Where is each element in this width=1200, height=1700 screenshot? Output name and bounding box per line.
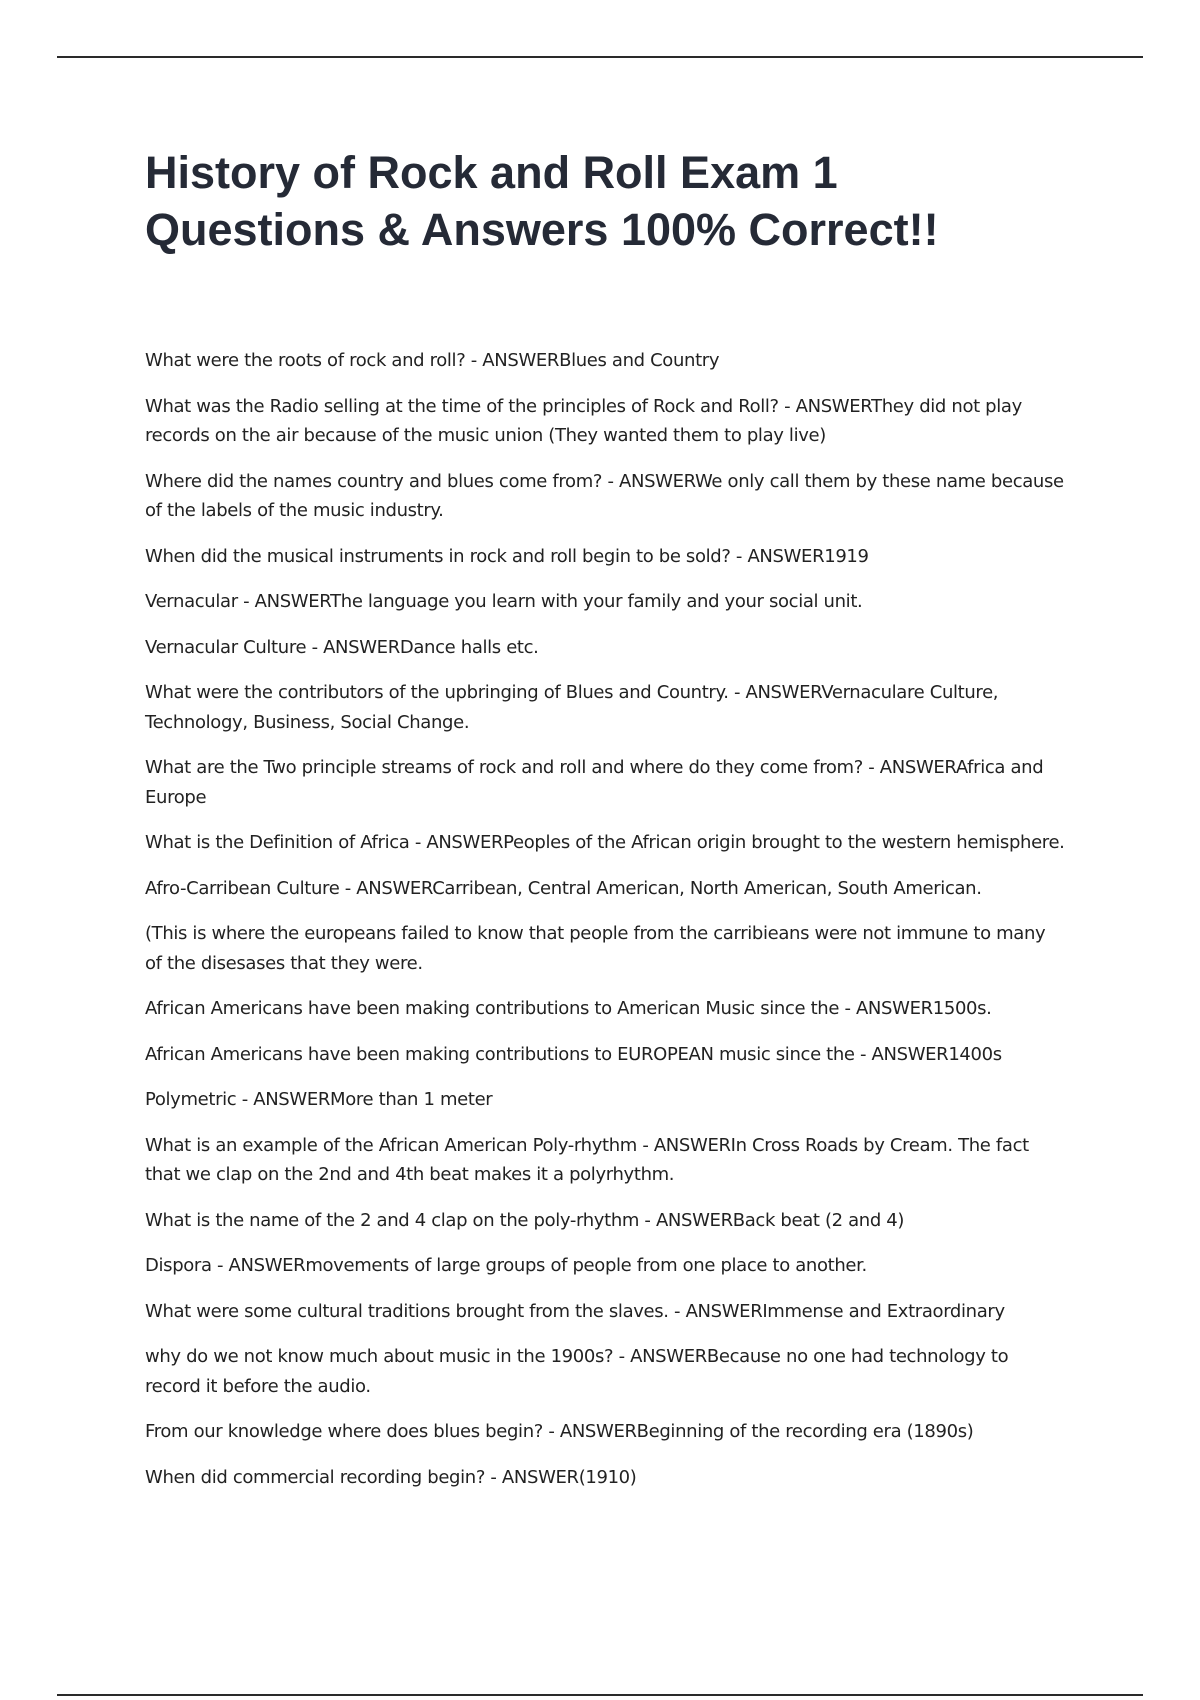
qa-item: Where did the names country and blues come from? - ANSWERWe only call them by these name because of the labels of the music industry. [145,470,1064,521]
qa-item: African Americans have been making contributions to American Music since the - ANSWER1500s. [145,998,992,1019]
qa-item: Vernacular - ANSWERThe language you learn with your family and your social unit. [145,591,863,612]
title-line-1: History of Rock and Roll Exam 1 [145,147,838,198]
qa-item: What were the roots of rock and roll? - ANSWERBlues and Country [145,350,720,371]
top-divider [57,56,1143,58]
qa-item: What were some cultural traditions brought from the slaves. - ANSWERImmense and Extraordinary [145,1300,1005,1322]
qa-item: (This is where the europeans failed to know that people from the carribieans were not immune to many of the disesases that they were. [145,923,1046,974]
qa-item: When did the musical instruments in rock and roll begin to be sold? - ANSWER1919 [145,545,869,567]
document-title [145,144,1105,258]
qa-list [145,346,1065,1508]
qa-item: why do we not know much about music in the 1900s? - ANSWERBecause no one had technology to record it before the audio. [145,1346,1009,1397]
qa-item: Polymetric - ANSWERMore than 1 meter [145,1089,493,1110]
qa-item: What is an example of the African American Poly-rhythm - ANSWERIn Cross Roads by Cream. The fact that we clap on the 2nd and 4th beat makes it a polyrhythm. [145,1134,1029,1185]
title-line-2: Questions & Answers 100% Correct!! [145,204,939,255]
qa-item: Dispora - ANSWERmovements of large groups of people from one place to another. [145,1255,867,1276]
qa-item: Afro-Carribean Culture - ANSWERCarribean, Central American, North American, South American. [145,877,982,899]
qa-item: From our knowledge where does blues begin? - ANSWERBeginning of the recording era (1890s) [145,1421,974,1442]
qa-item: What was the Radio selling at the time of the principles of Rock and Roll? - ANSWERThey did not play records on the air because of the music union (They wanted them to play live) [145,395,1022,446]
qa-item: African Americans have been making contributions to EUROPEAN music since the - ANSWER1400s [145,1043,1002,1065]
qa-item: Vernacular Culture - ANSWERDance halls etc. [145,636,539,658]
qa-item: What are the Two principle streams of rock and roll and where do they come from? - ANSWERAfrica and Europe [145,757,1044,808]
bottom-divider [57,1694,1143,1696]
qa-item: What is the name of the 2 and 4 clap on the poly-rhythm - ANSWERBack beat (2 and 4) [145,1209,905,1231]
qa-item: When did commercial recording begin? - ANSWER(1910) [145,1466,637,1488]
qa-item: What is the Definition of Africa - ANSWERPeoples of the African origin brought to the western hemisphere. [145,832,1065,853]
qa-item: What were the contributors of the upbringing of Blues and Country. - ANSWERVernaculare Culture, Technology, Business, Social Change. [145,682,999,733]
